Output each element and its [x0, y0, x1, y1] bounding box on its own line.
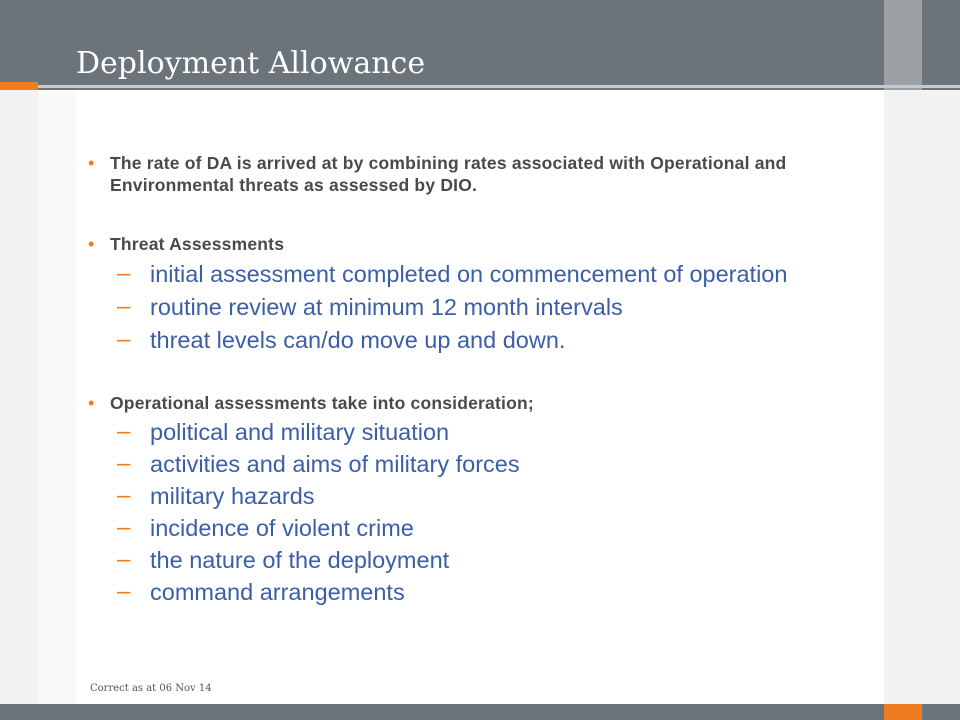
sub-bullet-marker: –	[117, 260, 131, 287]
sub-bullet-item: incidence of violent crime	[150, 515, 414, 541]
sub-bullet-marker: –	[117, 514, 131, 541]
sub-bullet-item: routine review at minimum 12 month intervals	[150, 294, 623, 320]
sub-bullet-item: political and military situation	[150, 419, 450, 445]
sub-bullet-item: the nature of the deployment	[150, 547, 450, 573]
bullet-threat-assessments: Threat Assessments	[110, 234, 285, 254]
sub-bullet-item: military hazards	[150, 483, 315, 509]
footer-bar	[0, 704, 960, 720]
sub-bullet-item: initial assessment completed on commencement of operation	[150, 261, 788, 287]
bullet-da-rate: The rate of DA is arrived at by combining rates associated with Operational and Environmental threats as assessed by DIO.	[110, 153, 787, 195]
bullet-marker: •	[88, 234, 95, 254]
sub-bullet-marker: –	[117, 418, 131, 445]
footer-accent	[884, 704, 922, 720]
sub-bullet-marker: –	[117, 293, 131, 320]
sub-bullet-item: command arrangements	[150, 579, 405, 605]
bullet-marker: •	[88, 153, 95, 173]
sub-bullet-marker: –	[117, 482, 131, 509]
sub-bullet-marker: –	[117, 326, 131, 353]
sub-bullet-marker: –	[117, 578, 131, 605]
bullet-operational-assessments: Operational assessments take into consideration;	[110, 393, 534, 413]
sub-bullet-item: activities and aims of military forces	[150, 451, 520, 477]
orange-accent-bar	[0, 82, 38, 90]
sub-bullet-marker: –	[117, 450, 131, 477]
header-rule	[38, 85, 960, 88]
sub-bullet-item: threat levels can/do move up and down.	[150, 327, 566, 353]
header-stripe	[884, 0, 922, 90]
slide-title: Deployment Allowance	[76, 46, 426, 81]
sub-bullet-marker: –	[117, 546, 131, 573]
bullet-marker: •	[88, 393, 95, 413]
footer-date-note: Correct as at 06 Nov 14	[90, 683, 212, 694]
